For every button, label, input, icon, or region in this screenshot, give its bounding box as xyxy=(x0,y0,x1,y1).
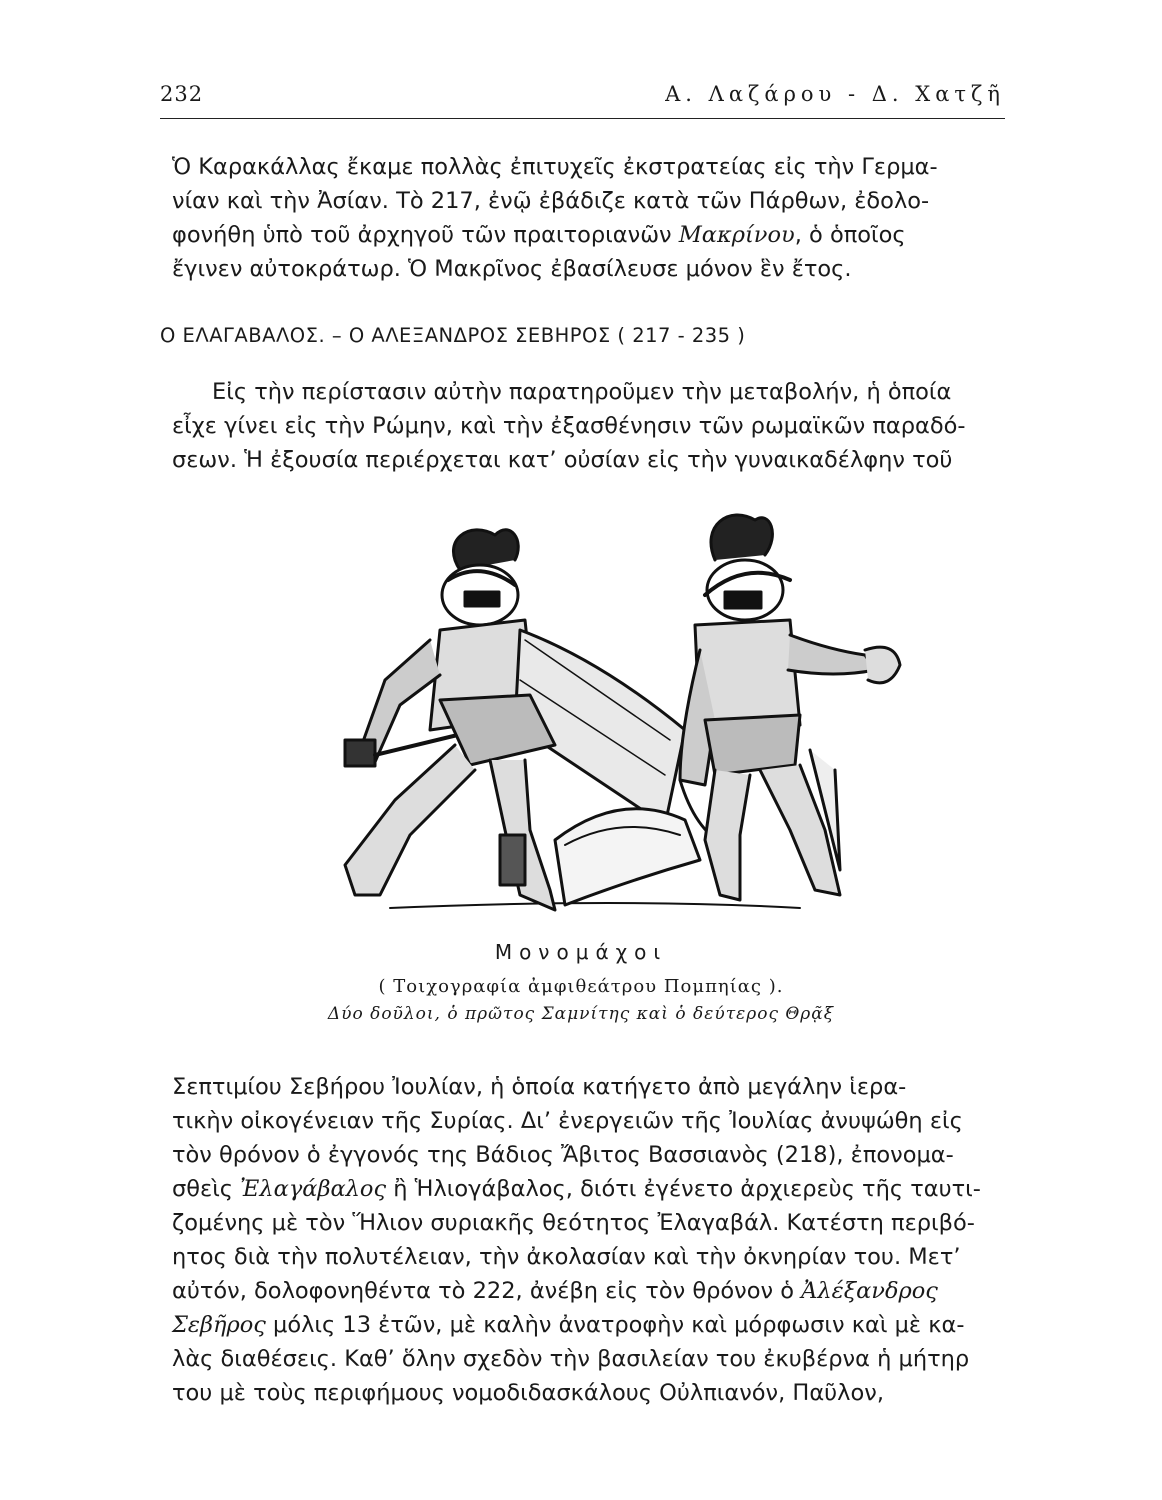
text-run: σθεὶς xyxy=(172,1176,241,1202)
paragraph-julia-elagabalus xyxy=(172,1070,1007,1410)
text-line: ἔγινεν αὐτοκράτωρ. Ὁ Μακρῖνος ἐβασίλευσε μόνον ἓν ἔτος. xyxy=(172,256,852,282)
page-header xyxy=(160,78,1005,119)
figure-caption-source: ( Τοιχογραφία ἀμφιθεάτρου Πομπηίας ). xyxy=(378,976,784,997)
gladiators-illustration xyxy=(320,500,920,930)
text-line: τικὴν οἰκογένειαν τῆς Συρίας. Δι’ ἐνεργειῶν τῆς Ἰουλίας ἀνυψώθη εἰς xyxy=(172,1108,963,1134)
name-elagabalus: Ἐλαγάβαλος xyxy=(240,1176,387,1202)
figure-caption-description: Δύο δοῦλοι, ὁ πρῶτος Σαμνίτης καὶ ὁ δεύτερος Θρᾷξ xyxy=(327,1004,835,1024)
text-line: Εἰς τὴν περίστασιν αὐτὴν παρατηροῦμεν τὴν μεταβολήν, ἡ ὁποία xyxy=(212,379,952,405)
text-line: ητος διὰ τὴν πολυτέλειαν, τὴν ἀκολασίαν καὶ τὴν ὀκνηρίαν του. Μετ’ xyxy=(172,1244,961,1270)
text-line xyxy=(172,218,1007,252)
paragraph-caracalla xyxy=(172,150,1007,286)
page-number: 232 xyxy=(160,82,204,106)
text-line: του μὲ τοὺς περιφήμους νομοδιδασκάλους Οὐλπιανόν, Παῦλον, xyxy=(172,1380,884,1406)
paragraph-intro-section xyxy=(172,375,1007,477)
text-line: τὸν θρόνον ὁ ἐγγονός της Βάδιος Ἄβιτος Βασσιανὸς (218), ἐπονομα- xyxy=(172,1142,954,1168)
text-run: ἢ Ἡλιογάβαλος, διότι ἐγένετο ἀρχιερεὺς τῆς ταυτι- xyxy=(386,1176,981,1202)
text-line: νίαν καὶ τὴν Ἀσίαν. Τὸ 217, ἐνῷ ἐβάδιζε κατὰ τῶν Πάρθων, ἐδολο- xyxy=(172,188,930,214)
text-run: μόλις 13 ἐτῶν, μὲ καλὴν ἀνατροφὴν καὶ μόρφωσιν καὶ μὲ κα- xyxy=(265,1312,965,1338)
text-line: ζομένης μὲ τὸν Ἥλιον συριακῆς θεότητος Ἐλαγαβάλ. Κατέστη περιβό- xyxy=(172,1210,975,1236)
section-heading: Ο ΕΛΑΓΑΒΑΛΟΣ. – Ο ΑΛΕΞΑΝΔΡΟΣ ΣΕΒΗΡΟΣ ( 217 - 235 ) xyxy=(160,324,746,347)
text-line xyxy=(172,1274,1007,1308)
text-line xyxy=(172,1172,1007,1206)
text-line: λὰς διαθέσεις. Καθ’ ὅλην σχεδὸν τὴν βασιλείαν του ἐκυβέρνα ἡ μήτηρ xyxy=(172,1346,970,1372)
text-line: εἶχε γίνει εἰς τὴν Ρώμην, καὶ τὴν ἐξασθένησιν τῶν ρωμαϊκῶν παραδό- xyxy=(172,413,966,439)
text-run: , ὁ ὁποῖος xyxy=(794,222,906,248)
text-line: Σεπτιμίου Σεβήρου Ἰουλίαν, ἡ ὁποία κατήγετο ἀπὸ μεγάλην ἱερα- xyxy=(172,1074,907,1100)
text-line: Ὁ Καρακάλλας ἔκαμε πολλὰς ἐπιτυχεῖς ἐκστρατείας εἰς τὴν Γερμα- xyxy=(172,154,938,180)
name-severus: Σεβῆρος xyxy=(172,1312,266,1338)
figure-caption-title: Μονομάχοι xyxy=(494,940,668,964)
text-run: φονήθη ὑπὸ τοῦ ἀρχηγοῦ τῶν πραιτοριανῶν xyxy=(172,222,679,248)
text-run: αὐτόν, δολοφονηθέντα τὸ 222, ἀνέβη εἰς τὸν θρόνον ὁ xyxy=(172,1278,802,1304)
text-line: σεων. Ἡ ἐξουσία περιέρχεται κατ’ οὐσίαν εἰς τὴν γυναικαδέλφην τοῦ xyxy=(172,447,953,473)
running-head: Α. Λαζάρου - Δ. Χατζῆ xyxy=(665,82,1005,106)
name-alexander: Ἀλέξανδρος xyxy=(801,1278,938,1304)
name-macrinus: Μακρίνου xyxy=(678,222,795,248)
text-line xyxy=(172,1308,1007,1342)
